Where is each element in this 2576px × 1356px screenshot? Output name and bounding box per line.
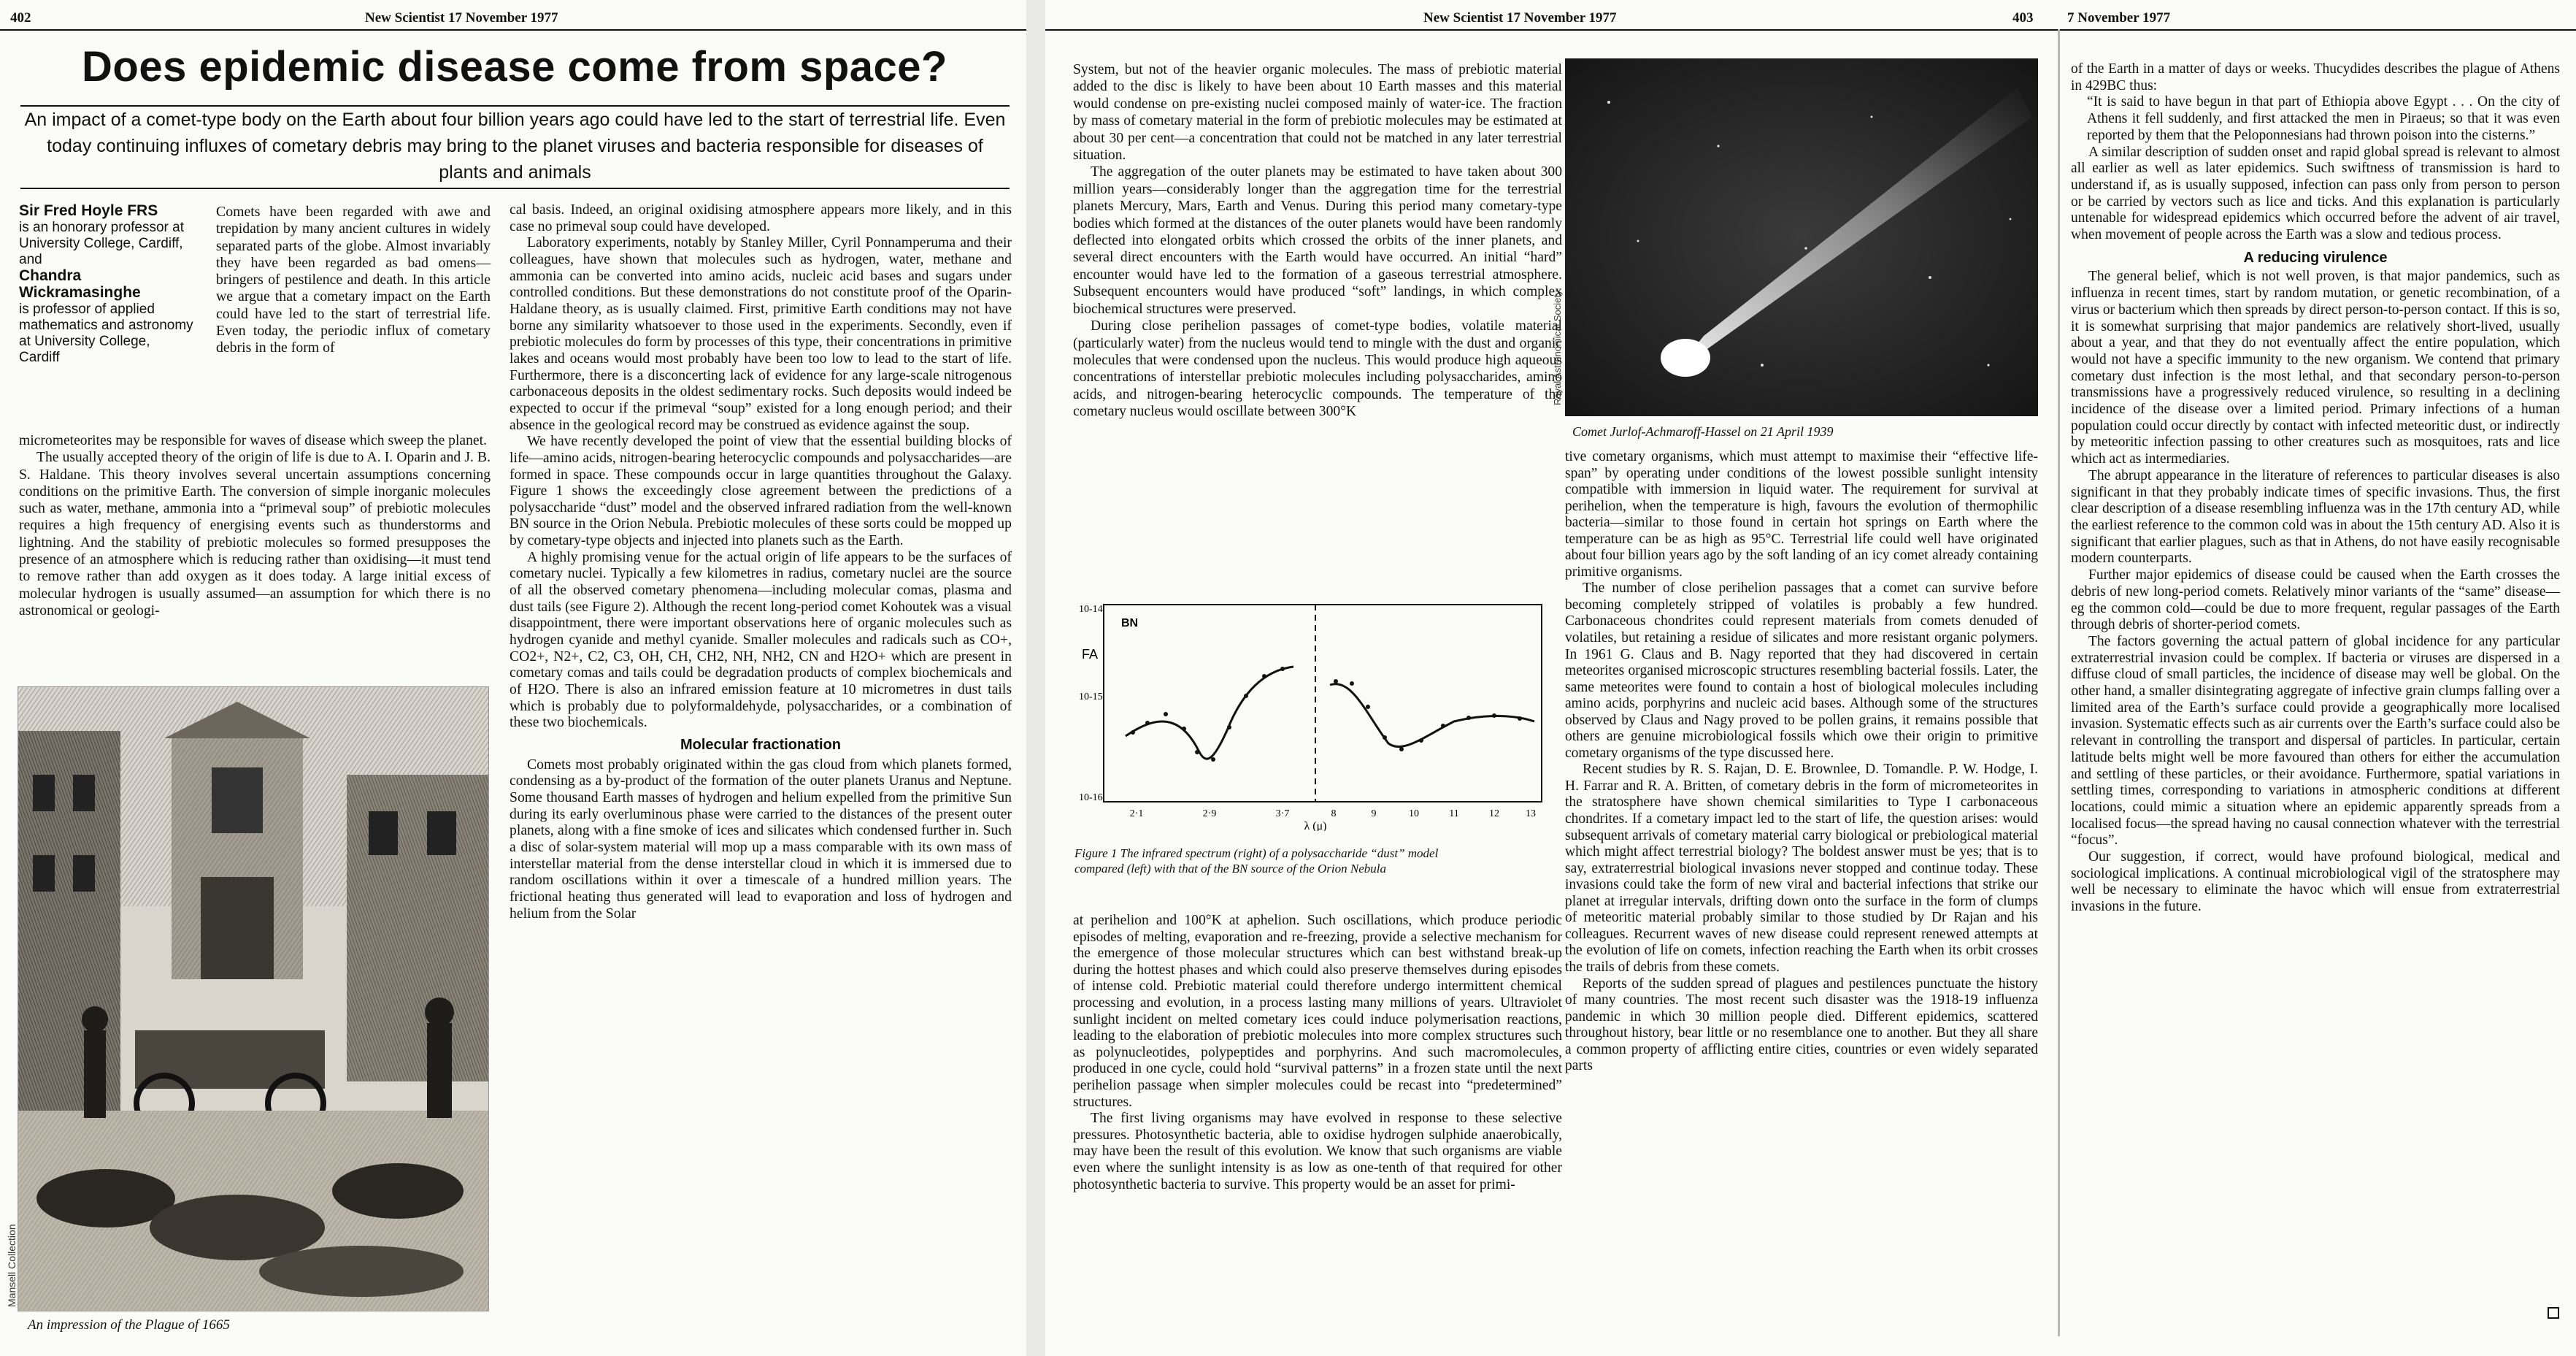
plague-engraving — [18, 686, 489, 1311]
col1-top — [216, 204, 491, 357]
book-gutter — [1026, 0, 1045, 1356]
r-col1-top — [1073, 61, 1562, 421]
paragraph: Reports of the sudden spread of plagues and pestilences punctuate the history of many countries. The most recent such disaster was the 1918-19 influenza pandemic in which 30 million people died. Different epidemics, scattered throughout history, bear little or no resemblance one to another. But they all share a common property of afflicting entire cities, countries or even widely separated parts — [1565, 976, 2038, 1074]
col2-body — [510, 202, 1012, 922]
paragraph: During close perihelion passages of comet-type bodies, volatile material (particularly water) from the nucleus would tend to mingle with the dust and organic molecules that were condensed upon the nucleus. This would produce high aqueous concentrations of interstellar prebiotic molecules including polysaccharides, amino acids, and nitrogen-bearing heterocyclic compounds. The temperature of the cometary nucleus would oscillate between 300°K — [1073, 318, 1562, 420]
paragraph: A highly promising venue for the actual origin of life appears to be the surfaces of cometary nuclei. Typically a few kilometres in radius, cometary nuclei are the source of all the observed cometary phenomena—including molecular comas, plasma and dust tails (see Figure 2). Although the recent long-period comet Kohoutek was a visual disappointment, there were important observations here of organic molecules such as hydrogen cyanide and methyl cyanide. Smaller molecules and radicals such as CO+, CO2+, N2+, C2, C3, OH, CH, CH2, NH, NH2, CN and H2O+ which are present in cometary comas and tails could be degradation products of complex biochemicals and of H2O. There is also an infrared emission feature at 10 micrometres in dust tails which is probably due to polyformaldehyde, polysaccharides, or a combination of these two biochemicals. — [510, 548, 1012, 731]
y-tick: 10-15 — [1079, 692, 1103, 702]
plague-credit: Mansell Collection — [6, 1224, 18, 1307]
section-heading: A reducing virulence — [2243, 249, 2388, 266]
paragraph: The usually accepted theory of the origin of life is due to A. I. Oparin and J. B. S. Haldane. This theory involves several uncertain assumptions concerning conditions on the primitive Earth. The conversion of simple inorganic molecules such as water, methane, ammonia into a “primeval soup” of prebiotic molecules requires a high frequency of energising events such as thunderstorms and lightning. And the stability of prebiotic molecules so formed presupposes the presence of an atmosphere which is reducing rather than oxidising—it must tend to remove rather than add oxygen as it does today. A large initial excess of molecular hydrogen is usually assumed—an assumption for which there is no astronomical or geologi- — [19, 450, 491, 618]
r-col3 — [2071, 61, 2560, 916]
author-name-1: Sir Fred Hoyle FRS — [19, 202, 158, 219]
paragraph: of the Earth in a matter of days or weeks. Thucydides describes the plague of Athens in 429BC thus: — [2071, 61, 2560, 93]
section-heading: Molecular fractionation — [680, 737, 842, 753]
x-axis-label: λ (μ) — [1304, 820, 1327, 831]
y-tick: 10-16 — [1079, 792, 1103, 803]
paragraph: cal basis. Indeed, an original oxidising atmosphere appears more likely, and in this case no primeval soup could have developed. — [510, 202, 1012, 234]
comet-photo — [1565, 58, 2038, 416]
author-desc-2: is professor of applied mathematics and astronomy at University College, Cardiff — [19, 302, 193, 365]
author-desc-1: is an honorary professor at University College, Cardiff, and — [19, 220, 185, 267]
x-tick: 13 — [1526, 808, 1536, 819]
figure-1-plot — [1074, 597, 1556, 831]
left-page — [0, 0, 1026, 1356]
paragraph: Our suggestion, if correct, would have profound biological, medical and sociological implications. A continual microbiological vigil of the stratosphere may well be necessary to eliminate the havoc which will ensue from extraterrestrial invasions in the future. — [2071, 849, 2560, 915]
figure-1-caption: Figure 1 The infrared spectrum (right) of a polysaccharide “dust” model compared (left) with that of the BN source of the Orion Nebula — [1074, 846, 1439, 876]
paragraph: at perihelion and 100°K at aphelion. Such oscillations, which produce periodic episodes of melting, evaporation and re-freezing, provide a selective mechanism for the emergence of those molecular structures which can best withstand break-up during the hottest phases and which could also preserve themselves during episodes of intense cold. Prebiotic material could therefore undergo intermittent chemical processing and evolution, in a process lasting many millions of years. Ultraviolet sunlight incident on melted cometary ices could induce polymerisation reactions, leading to the elaboration of prebiotic molecules into more complex structures such as polynucleotides, polypeptides and porphyrins. And such macromolecules, produced in one cycle, could hold “survival patterns” in a frozen state until the next perihelion passage when simpler molecules could be recast into “predetermined” structures. — [1073, 913, 1562, 1110]
y-tick: 10-14 — [1079, 604, 1103, 615]
paragraph: The aggregation of the outer planets may be estimated to have taken about 300 million years—considerably longer than the aggregation time for the terrestrial planets Mercury, Mars, Earth and Venus. During this period many cometary-type bodies which formed at the distances of the outer planets would have been randomly deflected into elongated orbits which crossed the orbits of the inner planets, and several direct encounters with the Earth would have occurred. An initial “hard” encounter would have led to the formation of a gaseous terrestrial atmosphere. Subsequent encounters would have produced “soft” landings, in which complex biochemical structures were preserved. — [1073, 164, 1562, 317]
plague-caption: An impression of the Plague of 1665 — [28, 1317, 230, 1333]
comet-caption: Comet Jurlof-Achmaroff-Hassel on 21 April 1939 — [1572, 424, 1834, 439]
header-rule — [0, 29, 1026, 31]
running-head: New Scientist 17 November 1977 — [1423, 10, 1617, 26]
paragraph: Comets most probably originated within the gas cloud from which planets formed, condensing as a by-product of the formation of the outer planets Uranus and Neptune. Some thousand Earth masses of hydrogen and helium expelled from the primitive Sun during its early overluminous phase were carried to the distances of the present outer planets, along with a fine smoke of ices and silicates which condensed further in. Such a disc of solar-system material will mop up a mass comparable with its own mass of interstellar material from the dense interstellar cloud in which it is immersed due to random oscillations within it over a timescale of a hundred million years. The frictional heating thus generated will lead to evaporation and loss of hydrogen and helium from the Solar — [510, 756, 1012, 922]
x-tick: 2·9 — [1202, 808, 1217, 819]
paragraph: micrometeorites may be responsible for waves of disease which sweep the planet. — [19, 433, 487, 448]
paragraph: Recent studies by R. S. Rajan, D. E. Brownlee, D. Tomandle. P. W. Hodge, I. H. Farrar and R. A. Britten, of cometary debris in the form of micrometeorites in the stratosphere have shown chemical similarities to Type I carbonaceous chondrites. If a cometary impact led to the start of life, the question arises: would subsequent arrivals of cometary material carry biological or prebiological material which might affect terrestrial biology? The boldest answer must be yes; that is to say, extraterrestrial biological invasions never stopped and continue today. These invasions could take the form of new viral and bacterial infections that strike our planet at irregular intervals, drifting down onto the surface in the form of clumps of meteoritic material probably similar to those studied by Dr Rajan and his colleagues. Recurrent waves of new disease could represent renewed attempts at the evolution of life on comets, infection reaching the Earth when its orbit crosses the trails of debris from these comets. — [1565, 762, 2038, 975]
author-box — [19, 203, 194, 366]
paragraph: Comets have been regarded with awe and trepidation by many ancient cultures in widely separated parts of the globe. Almost invariably they have been regarded as bad omens—bringers of pestilence and death. In this article we argue that a cometary impact on the Earth could have led to the start of terrestrial life. Even today, the periodic influx of cometary debris in the form of — [216, 204, 491, 356]
paragraph: System, but not of the heavier organic molecules. The mass of prebiotic material added to the disc is likely to have been about 10 Earth masses and this material would condense on pre-existing nuclei composed mainly of water-ice. The fraction by mass of cometary material in the form of prebiotic molecules may be estimated at about 30 per cent—a concentration that could not be matched in any later terrestrial situation. — [1073, 62, 1562, 164]
end-mark-icon — [2548, 1307, 2559, 1319]
header-rule — [1045, 29, 2576, 31]
standfirst-rule — [20, 188, 1010, 189]
r-col1-bottom — [1073, 913, 1562, 1193]
x-tick: 12 — [1489, 808, 1499, 819]
paragraph: The number of close perihelion passages that a comet can survive before becoming completely stripped of volatiles is probably a few hundred. Carbonaceous chondrites could represent materials from comets denuded of volatiles, but retaining a residue of silicates and more resistant organic polymers. In 1961 G. Claus and B. Nagy reported that they had discovered in certain meteorites organised microscopic structures resembling bacterial fossils. Later, the same meteorites were found to contain a host of biological molecules including amino acids, porphyrins and nucleic acid bases. Although some of the structures observed by Claus and Nagy proved to be pollen grains, it remains possible that others are genuine microbiological fossils which owe their origin to primitive cometary organisms of the type discussed here. — [1565, 581, 2038, 761]
paragraph: The general belief, which is not well proven, is that major pandemics, such as influenza in recent times, start by random mutation, or genetic recombination, of a virus or bacterium which then spreads by direct person-to-person contact. If this is so, it is somewhat surprising that major pandemics are relatively short-lived, usually about a year, and that they do not eventually affect the entire population, which would not have a specific immunity to the new organism. We contend that primary cometary dust infection is the most lethal, and that secondary person-to-person transmissions have a progressively reduced virulence, so resulting in a declining incidence of the disease over a limited period. Primary infections of a human population could occur directly by contact with infected meteoritic dust, or indirectly by meteoritic infection passing to other creatures such as mosquitoes, rats and lice which act as intermediaries. — [2071, 269, 2560, 467]
r-col2 — [1565, 449, 2038, 1075]
page-number: 402 — [10, 10, 31, 26]
paragraph: The factors governing the actual pattern of global incidence for any particular extraterrestrial invasion could be complex. If bacteria or viruses are dispersed in a diffuse cloud of small particles, the incidence of disease may well be global. On the other hand, a smaller disintegrating aggregate of infective grain clumps falling over a limited area of the Earth’s surface could provide a geographically more localised invasion. Systematic effects such as air currents over the Earth’s surface could also be relevant in controlling the transport and dispersal of particles. In particular, certain latitude belts might well be more favoured than others for either the accumulation and settling of these particles, or their avoidance. Furthermore, spatial variations in settling times, corresponding to variations in atmospheric conditions at different locations, could mimic a situation where an epidemic apparently spreads from a localised focus—the spread having no causal connection whatever with the terrestrial “focus”. — [2071, 633, 2560, 849]
paragraph: tive cometary organisms, which must attempt to maximise their “effective life-span” by operating under conditions of the lowest possible sunlight intensity compatible with immersion in liquid water. The requirement for survival at perihelion, when the temperature is high, favours the evolution of thermophilic bacteria—similar to those found in certain hot springs on Earth where the temperature can be as high as 95°C. Terrestrial life could well have originated about four billion years ago by the soft landing of an icy comet already containing primitive organisms. — [1565, 449, 2038, 580]
x-tick: 9 — [1371, 808, 1377, 819]
author-name-2: Chandra Wickramasinghe — [19, 267, 141, 301]
standfirst: An impact of a comet-type body on the Earth about four billion years ago could have led to the start of terrestrial life. Even today continuing influxes of cometary debris may bring to the planet viruses and bacteria responsible for diseases of plants and animals — [24, 110, 1006, 183]
comet-credit: Royal Astronomical Society — [1552, 290, 1563, 405]
plague-engraving-image — [18, 687, 488, 1311]
y-axis-label: FA — [1082, 647, 1099, 662]
paragraph: The abrupt appearance in the literature of references to particular diseases is also significant in that they probably indicate times of specific invasions. Thus, the first clear description of a disease resembling influenza was in the 17th century AD, while the earliest reference to the common cold was in about the 15th century AD. Also it is significant that earlier plagues, such as that in Athens, do not have easily recognisable modern counterparts. — [2071, 467, 2560, 567]
x-tick: 2·1 — [1129, 808, 1144, 819]
panel-label: BN — [1121, 617, 1139, 629]
figure-1 — [1074, 597, 1556, 831]
right-page — [1045, 0, 2576, 1356]
quotation: “It is said to have begun in that part of Ethiopia above Egypt . . . On the city of Athens it fell suddenly, and first attacked the men in Piraeus; so that it was even reported by them that the Peloponnesians had thrown poison into the cisterns.” — [2087, 94, 2560, 143]
paragraph: Laboratory experiments, notably by Stanley Miller, Cyril Ponnamperuma and their colleagues, have shown that molecules such as hydrogen, water, methane and ammonia can be converted into amino acids, nucleic acid bases and sugars under controlled conditions. But these demonstrations do not constitute proof of the Oparin-Haldane theory, as is usually claimed. First, primitive Earth conditions may not have borne any similarity whatsoever to those used in the experiments. Secondly, even if prebiotic molecules do form by processes of this type, their concentrations in primitive lakes and oceans would most probably have been too low to lead to the start of life. Furthermore, there is a disconcerting lack of evidence for any large-scale nitrogenous carbonaceous deposits in the oldest sedimentary rocks. Such deposits would indeed be expected to occur if the primeval “soup” existed for a long enough period; and their absence in the geological record may be construed as evidence against the soup. — [510, 234, 1012, 433]
page-edge — [2058, 29, 2060, 1336]
paragraph: Further major epidemics of disease could be caused when the Earth crosses the debris of new long-period comets. Relatively minor variants of the “same” disease—eg the common cold—could be due to more frequent, regular passages of the Earth through debris of shorter-period comets. — [2071, 567, 2560, 633]
running-head: New Scientist 17 November 1977 — [365, 10, 558, 26]
paragraph: We have recently developed the point of view that the essential building blocks of life—amino acids, nitrogen-bearing heterocyclic compounds and polysaccharides—are formed in space. These compounds occur in large quantities throughout the Galaxy. Figure 1 shows the exceedingly close agreement between the predictions of a polysaccharide “dust” model and the observed infrared radiation from the well-known BN source in the Orion Nebula. Prebiotic molecules of these sorts could be mopped up by cometary-type objects and injected into planets such as the Earth. — [510, 433, 1012, 549]
article-title: Does epidemic disease come from space? — [82, 43, 947, 91]
edge-running-head: 7 November 1977 — [2067, 10, 2171, 26]
paragraph: The first living organisms may have evolved in response to these selective pressures. Photosynthetic bacteria, able to oxidise hydrogen sulphide anaerobically, may have been the result of this evolution. We know that such organisms are viable even where the sunlight intensity is as low as one-tenth of that required for other photosynthetic bacteria to survive. This property would be an asset for primi- — [1073, 1111, 1562, 1192]
comet-photo-image — [1565, 58, 2038, 416]
paragraph: A similar description of sudden onset and rapid global spread is relevant to almost all earlier as well as later epidemics. Such swiftness of transmission is hard to understand if, as is usually supposed, infection can pass only from person to person or be carried by vectors such as lice and ticks. And this explanation is particularly untenable for widespread epidemics which occurred before the advent of air travel, when movement of people across the Earth was a slow and tedious process. — [2071, 144, 2560, 243]
col1-body — [19, 432, 491, 619]
x-tick: 11 — [1449, 808, 1459, 819]
x-tick: 3·7 — [1275, 808, 1290, 819]
x-tick: 10 — [1409, 808, 1419, 819]
x-tick: 8 — [1331, 808, 1337, 819]
page-number: 403 — [2012, 10, 2034, 26]
